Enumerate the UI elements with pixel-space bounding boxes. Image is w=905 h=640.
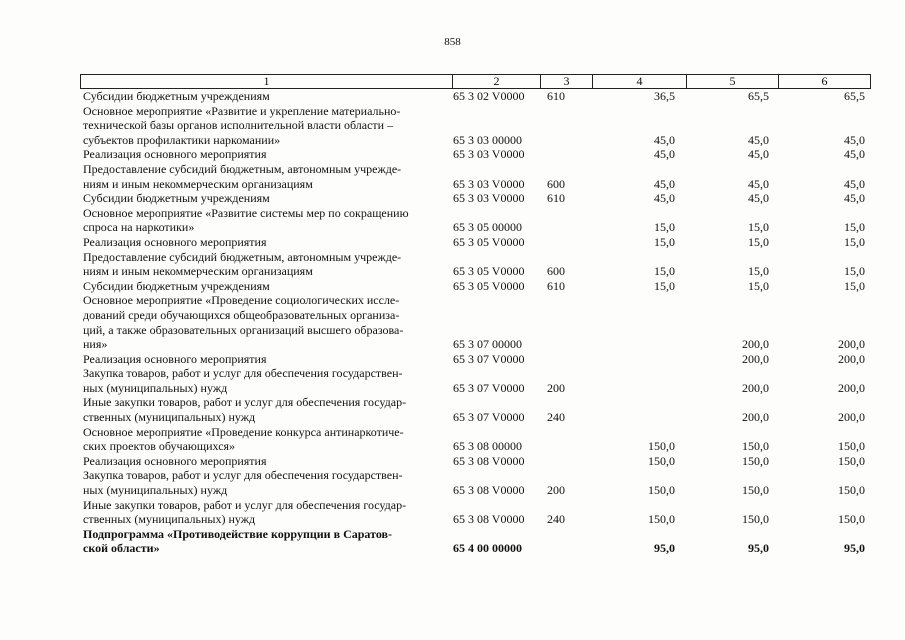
- row-code: 65 3 03 V0000: [453, 147, 525, 162]
- row-description: [83, 235, 451, 250]
- row-value-col5: 45,0: [748, 147, 769, 162]
- row-value-col5: 45,0: [748, 132, 769, 147]
- row-expense-type: 600: [547, 176, 565, 191]
- table-row: [83, 250, 869, 279]
- row-value-col5: 150,0: [742, 439, 769, 454]
- description-line: ций, а также образовательных организаций высшего образова-: [83, 322, 404, 337]
- row-value-col5: 200,0: [742, 351, 769, 366]
- row-code: 65 3 08 00000: [453, 439, 522, 454]
- header-col-2: 2: [453, 75, 541, 88]
- row-value-col4: 45,0: [654, 147, 675, 162]
- table-row: [83, 527, 869, 556]
- description-line: ния»: [83, 337, 108, 352]
- row-description: [83, 191, 451, 206]
- row-value-col6: 45,0: [844, 132, 865, 147]
- row-expense-type: 240: [547, 410, 565, 425]
- row-code: 65 3 07 00000: [453, 337, 522, 352]
- description-line: Субсидии бюджетным учреждениям: [83, 89, 270, 103]
- row-value-col4: 45,0: [654, 191, 675, 206]
- row-code: 65 3 02 V0000: [453, 89, 525, 103]
- description-line: ных (муниципальных) нужд: [83, 483, 228, 498]
- table-row: [83, 206, 869, 235]
- row-value-col6: 200,0: [838, 410, 865, 425]
- header-col-5: 5: [687, 75, 779, 88]
- row-code: 65 3 05 V0000: [453, 264, 525, 279]
- row-value-col5: 150,0: [742, 483, 769, 498]
- description-line: Реализация основного мероприятия: [83, 147, 267, 162]
- table-row: [83, 104, 869, 148]
- table-row: [83, 498, 869, 527]
- table-header: [80, 74, 871, 89]
- row-value-col6: 15,0: [844, 278, 865, 293]
- table-row: [83, 468, 869, 497]
- row-description: [83, 250, 451, 279]
- row-expense-type: 200: [547, 483, 565, 498]
- row-value-col4: 45,0: [654, 176, 675, 191]
- row-description: [83, 527, 451, 556]
- description-line: Предоставление субсидий бюджетным, автономным учрежде-: [83, 249, 402, 264]
- row-description: [83, 468, 451, 497]
- page-number: 858: [444, 36, 461, 48]
- description-line: Иные закупки товаров, работ и услуг для обеспечения государ-: [83, 395, 407, 410]
- row-expense-type: 610: [547, 89, 565, 103]
- description-line: Реализация основного мероприятия: [83, 351, 267, 366]
- row-value-col5: 15,0: [748, 264, 769, 279]
- header-col-1: 1: [81, 75, 453, 88]
- row-value-col6: 15,0: [844, 234, 865, 249]
- row-value-col4: 15,0: [654, 220, 675, 235]
- table-row: [83, 454, 869, 469]
- row-expense-type: 610: [547, 278, 565, 293]
- row-value-col6: 95,0: [844, 541, 865, 556]
- table-body: [83, 89, 869, 556]
- row-description: [83, 498, 451, 527]
- row-value-col5: 45,0: [748, 176, 769, 191]
- description-line: Закупка товаров, работ и услуг для обеспечения государствен-: [83, 366, 403, 381]
- row-value-col6: 45,0: [844, 191, 865, 206]
- table-row: [83, 89, 869, 104]
- row-code: 65 3 07 V0000: [453, 380, 525, 395]
- description-line: ских проектов обучающихся»: [83, 439, 236, 454]
- row-description: [83, 279, 451, 294]
- description-line: Закупка товаров, работ и услуг для обеспечения государствен-: [83, 468, 403, 483]
- description-line: ных (муниципальных) нужд: [83, 380, 228, 395]
- row-value-col4: 95,0: [654, 541, 675, 556]
- row-description: [83, 395, 451, 424]
- row-value-col5: 15,0: [748, 278, 769, 293]
- row-value-col5: 150,0: [742, 453, 769, 468]
- row-value-col4: 15,0: [654, 278, 675, 293]
- row-value-col6: 45,0: [844, 176, 865, 191]
- row-code: 65 3 05 V0000: [453, 278, 525, 293]
- row-code: 65 3 03 V0000: [453, 176, 525, 191]
- row-description: [83, 147, 451, 162]
- row-code: 65 3 08 V0000: [453, 453, 525, 468]
- description-line: технической базы органов исполнительной власти области –: [83, 118, 394, 133]
- table-row: [83, 147, 869, 162]
- row-value-col6: 65,5: [844, 89, 865, 103]
- row-value-col5: 150,0: [742, 512, 769, 527]
- row-value-col6: 200,0: [838, 337, 865, 352]
- row-description: [83, 454, 451, 469]
- table-row: [83, 293, 869, 351]
- row-expense-type: 200: [547, 380, 565, 395]
- description-line: Основное мероприятие «Развитие и укрепление материально-: [83, 103, 401, 118]
- row-value-col6: 45,0: [844, 147, 865, 162]
- row-value-col4: 150,0: [648, 483, 675, 498]
- row-value-col4: 150,0: [648, 453, 675, 468]
- description-line: Предоставление субсидий бюджетным, автономным учрежде-: [83, 161, 402, 176]
- row-description: [83, 162, 451, 191]
- row-value-col6: 200,0: [838, 351, 865, 366]
- row-value-col4: 15,0: [654, 264, 675, 279]
- row-value-col5: 45,0: [748, 191, 769, 206]
- row-value-col5: 15,0: [748, 220, 769, 235]
- description-line: ниям и иным некоммерческим организациям: [83, 264, 313, 279]
- row-value-col5: 15,0: [748, 234, 769, 249]
- table-row: [83, 395, 869, 424]
- row-value-col5: 200,0: [742, 380, 769, 395]
- description-line: спроса на наркотики»: [83, 220, 195, 235]
- row-code: 65 4 00 00000: [453, 541, 522, 556]
- row-code: 65 3 05 00000: [453, 220, 522, 235]
- row-description: [83, 352, 451, 367]
- description-line: ственных (муниципальных) нужд: [83, 512, 256, 527]
- row-code: 65 3 07 V0000: [453, 351, 525, 366]
- row-code: 65 3 03 V0000: [453, 191, 525, 206]
- header-col-6: 6: [821, 74, 828, 88]
- table-row: [83, 162, 869, 191]
- row-code: 65 3 08 V0000: [453, 512, 525, 527]
- description-line: Иные закупки товаров, работ и услуг для обеспечения государ-: [83, 497, 407, 512]
- row-code: 65 3 03 00000: [453, 132, 522, 147]
- description-line: Реализация основного мероприятия: [83, 234, 267, 249]
- row-description: [83, 293, 451, 351]
- row-value-col6: 150,0: [838, 512, 865, 527]
- row-value-col4: 45,0: [654, 132, 675, 147]
- header-col-4: 4: [593, 75, 687, 88]
- row-description: [83, 366, 451, 395]
- description-line: субъектов профилактики наркомании»: [83, 132, 281, 147]
- row-value-col5: 200,0: [742, 410, 769, 425]
- description-line: ственных (муниципальных) нужд: [83, 410, 256, 425]
- table-row: [83, 279, 869, 294]
- row-value-col4: 36,5: [654, 89, 675, 103]
- description-line: Реализация основного мероприятия: [83, 453, 267, 468]
- row-value-col5: 65,5: [748, 89, 769, 103]
- row-description: [83, 425, 451, 454]
- row-value-col4: 150,0: [648, 512, 675, 527]
- table-row: [83, 352, 869, 367]
- row-description: [83, 89, 451, 104]
- row-value-col6: 15,0: [844, 220, 865, 235]
- row-code: 65 3 08 V0000: [453, 483, 525, 498]
- table-row: [83, 366, 869, 395]
- row-value-col5: 200,0: [742, 337, 769, 352]
- row-expense-type: 610: [547, 191, 565, 206]
- row-expense-type: 240: [547, 512, 565, 527]
- row-value-col6: 15,0: [844, 264, 865, 279]
- description-line: дований среди обучающихся общеобразовательных организа-: [83, 307, 400, 322]
- row-value-col4: 150,0: [648, 439, 675, 454]
- description-line: Основное мероприятие «Проведение конкурса антинаркотиче-: [83, 424, 404, 439]
- description-line: Подпрограмма «Противодействие коррупции в Саратов-: [83, 526, 393, 541]
- table-row: [83, 235, 869, 250]
- description-line: Основное мероприятие «Проведение социологических иссле-: [83, 293, 400, 308]
- description-line: ниям и иным некоммерческим организациям: [83, 176, 313, 191]
- header-col-3: 3: [541, 75, 593, 88]
- row-description: [83, 104, 451, 148]
- table-row: [83, 425, 869, 454]
- row-value-col6: 150,0: [838, 439, 865, 454]
- description-line: Основное мероприятие «Развитие системы мер по сокращению: [83, 205, 409, 220]
- description-line: Субсидии бюджетным учреждениям: [83, 191, 270, 206]
- row-description: [83, 206, 451, 235]
- row-code: 65 3 07 V0000: [453, 410, 525, 425]
- row-value-col6: 150,0: [838, 483, 865, 498]
- table-row: [83, 191, 869, 206]
- row-expense-type: 600: [547, 264, 565, 279]
- row-value-col5: 95,0: [748, 541, 769, 556]
- description-line: Субсидии бюджетным учреждениям: [83, 278, 270, 293]
- row-value-col6: 150,0: [838, 453, 865, 468]
- description-line: ской области»: [83, 541, 160, 556]
- row-code: 65 3 05 V0000: [453, 234, 525, 249]
- row-value-col4: 15,0: [654, 234, 675, 249]
- row-value-col6: 200,0: [838, 380, 865, 395]
